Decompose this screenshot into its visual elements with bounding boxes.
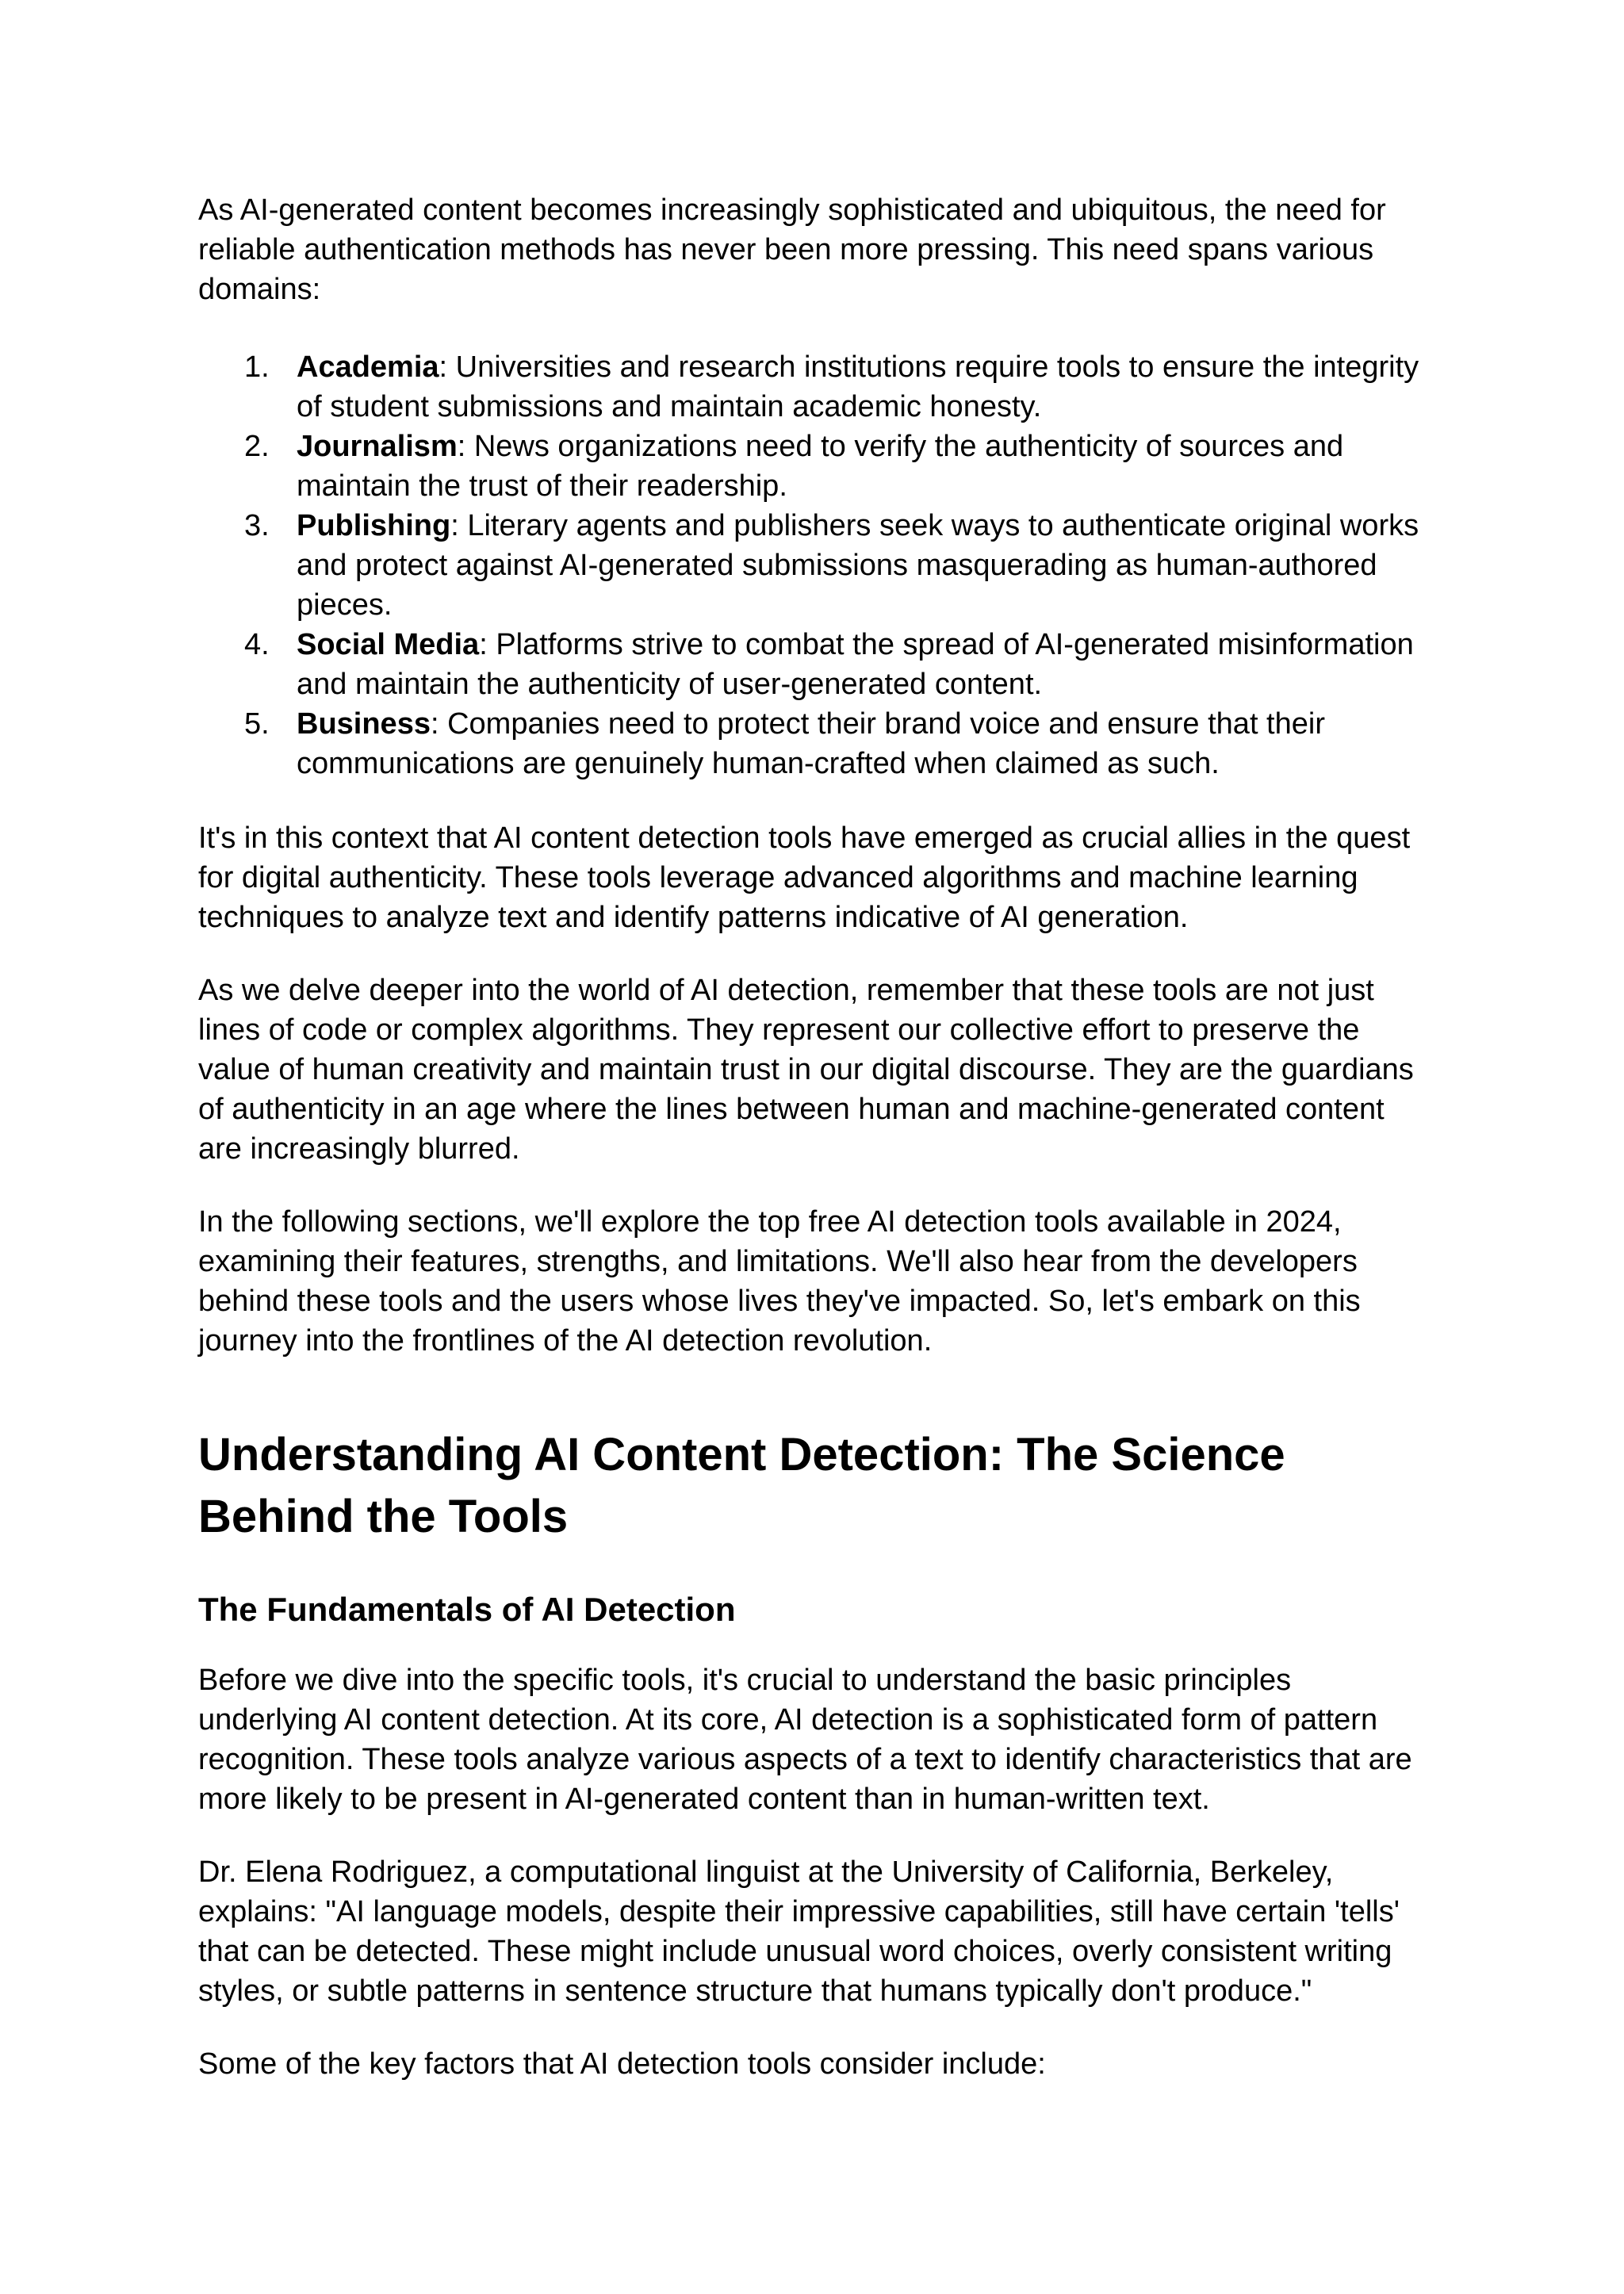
- list-item: [198, 506, 1435, 625]
- domains-list: [198, 347, 1435, 783]
- list-term: Business: [297, 707, 431, 741]
- list-text: : Literary agents and publishers seek ways to authenticate original works and protect against AI-generated submissions masquerading as human-authored pieces.: [297, 509, 1419, 622]
- list-item: [198, 625, 1435, 704]
- document-page: [198, 190, 1435, 2084]
- list-item: [198, 427, 1435, 506]
- guardians-paragraph: As we delve deeper into the world of AI detection, remember that these tools are not just lines of code or complex algorithms. They represent our collective effort to preserve the value of human creativity and maintain trust in our digital discourse. They are the guardians of authenticity in an age where the lines between human and machine-generated content are increasingly blurred.: [198, 974, 1414, 1166]
- intro-paragraph: As AI-generated content becomes increasingly sophisticated and ubiquitous, the need for reliable authentication methods has never been more pressing. This need spans various domains:: [198, 193, 1386, 306]
- list-text: : Platforms strive to combat the spread of AI-generated misinformation and maintain the authenticity of user-generated content.: [297, 628, 1414, 701]
- list-text: : Companies need to protect their brand voice and ensure that their communications are genuinely human-crafted when claimed as such.: [297, 707, 1325, 780]
- following-sections-paragraph: In the following sections, we'll explore the top free AI detection tools available in 2024, examining their features, strengths, and limitations. We'll also hear from the developers behind these tools and the users whose lives they've impacted. So, let's embark on this journey into the frontlines of the AI detection revolution.: [198, 1205, 1361, 1358]
- list-number: 5.: [244, 707, 270, 741]
- list-text: : Universities and research institutions require tools to ensure the integrity of student submissions and maintain academic honesty.: [297, 350, 1419, 423]
- list-item: [198, 347, 1435, 427]
- list-number: 2.: [244, 430, 270, 463]
- list-number: 1.: [244, 350, 270, 384]
- section-subheading: The Fundamentals of AI Detection: [198, 1591, 736, 1628]
- list-item: [198, 704, 1435, 783]
- section-heading: Understanding AI Content Detection: The Science Behind the Tools: [198, 1429, 1285, 1542]
- list-number: 4.: [244, 628, 270, 661]
- fundamentals-paragraph: Before we dive into the specific tools, it's crucial to understand the basic principles underlying AI content detection. At its core, AI detection is a sophisticated form of pattern recognition. These tools analyze various aspects of a text to identify characteristics that are more likely to be present in AI-generated content than in human-written text.: [198, 1664, 1412, 1816]
- list-term: Journalism: [297, 430, 458, 463]
- quote-paragraph: Dr. Elena Rodriguez, a computational linguist at the University of California, Berkeley, explains: "AI language models, despite their impressive capabilities, still have certain 'tells' that can be detected. These might include unusual word choices, overly consistent writing styles, or subtle patterns in sentence structure that humans typically don't produce.": [198, 1855, 1400, 2008]
- context-paragraph: It's in this context that AI content detection tools have emerged as crucial allies in the quest for digital authenticity. These tools leverage advanced algorithms and machine learning techniques to analyze text and identify patterns indicative of AI generation.: [198, 821, 1411, 934]
- key-factors-paragraph: Some of the key factors that AI detection tools consider include:: [198, 2047, 1046, 2081]
- list-number: 3.: [244, 509, 270, 542]
- list-term: Publishing: [297, 509, 451, 542]
- list-term: Social Media: [297, 628, 480, 661]
- list-term: Academia: [297, 350, 439, 384]
- list-text: : News organizations need to verify the authenticity of sources and maintain the trust of their readership.: [297, 430, 1344, 503]
